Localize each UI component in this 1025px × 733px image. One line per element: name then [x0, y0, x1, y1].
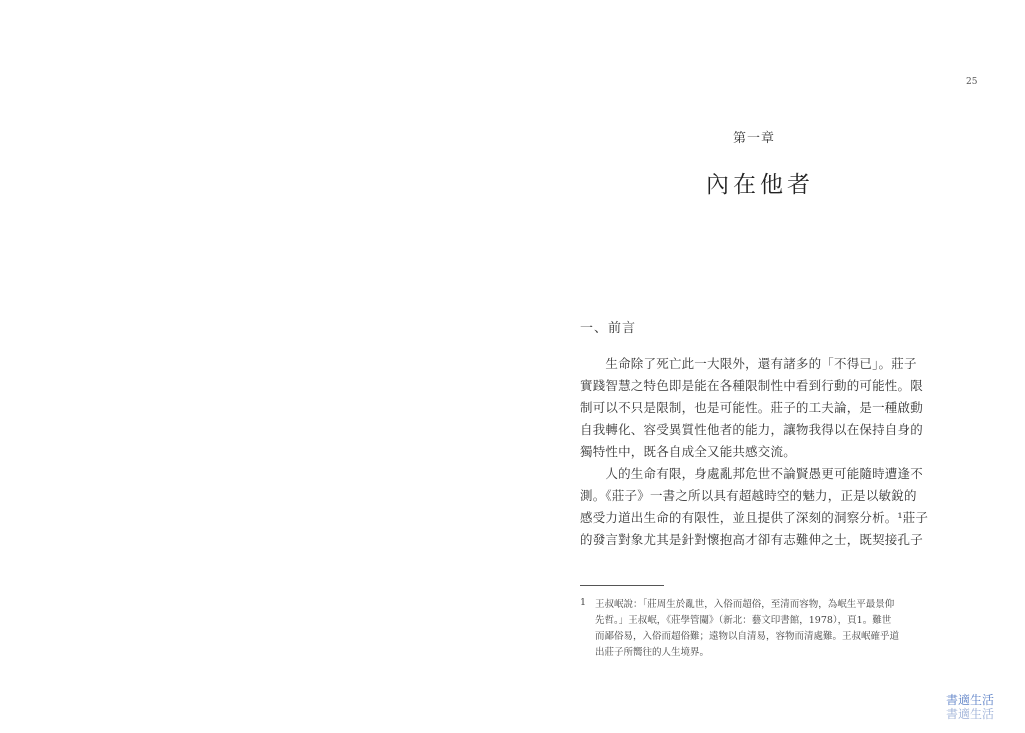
- body-line: 的發言對象尤其是針對懷抱高才卻有志難伸之士，既契接孔子: [580, 532, 923, 547]
- body-line: 自我轉化、容受異質性他者的能力，讓物我得以在保持自身的: [580, 422, 923, 437]
- chapter-title: 內在他者: [706, 172, 814, 198]
- publisher-watermark: [946, 693, 994, 721]
- section-heading: 一、前言: [580, 321, 637, 336]
- footnote-line: 而鄙俗易，入俗而超俗難；遠物以自清易，容物而清處難。王叔岷確乎道: [595, 631, 900, 642]
- body-line: 生命除了死亡此一大限外，還有諸多的「不得已」。莊子: [580, 356, 917, 371]
- watermark-line: 書適生活: [946, 693, 995, 707]
- footnote-line: 出莊子所嚮往的人生境界。: [595, 647, 710, 658]
- body-line: 制可以不只是限制，也是可能性。莊子的工夫論，是一種啟動: [580, 400, 923, 415]
- body-text: [580, 353, 930, 551]
- chapter-label: 第一章: [733, 131, 776, 146]
- footnote-line: 先哲。」王叔岷，《莊學管闚》（新北：藝文印書館，1978），頁1。難世: [595, 615, 892, 626]
- footnote-divider: [580, 585, 664, 586]
- body-line: 實踐智慧之特色即是能在各種限制性中看到行動的可能性。限: [580, 378, 923, 393]
- watermark-line: 書適生活: [946, 707, 995, 721]
- body-line: 獨特性中，既各自成全又能共感交流。: [580, 444, 796, 459]
- body-line: 感受力道出生命的有限性，並且提供了深刻的洞察分析。¹莊子: [580, 510, 929, 525]
- footnote-number: 1: [580, 597, 587, 608]
- body-line: 測。《莊子》一書之所以具有超越時空的魅力，正是以敏銳的: [580, 488, 917, 503]
- footnote-body: [595, 597, 899, 661]
- footnote-line: 王叔岷說：「莊周生於亂世，入俗而超俗，至清而容物，為岷生平最景仰: [595, 599, 895, 610]
- page-number: 25: [966, 77, 978, 87]
- body-line: 人的生命有限，身處亂邦危世不論賢愚更可能隨時遭逢不: [580, 466, 923, 481]
